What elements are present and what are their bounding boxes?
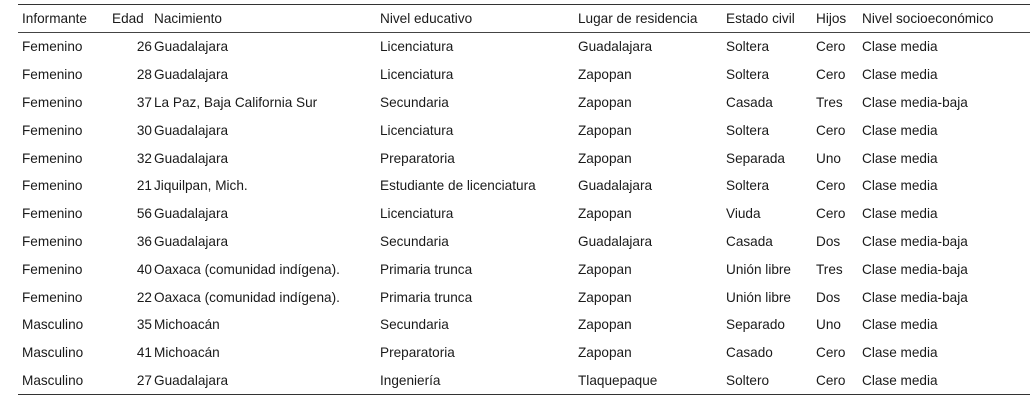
cell-lugar-residencia: Zapopan [578, 289, 632, 305]
cell-informante: Femenino [22, 206, 83, 222]
cell-nivel-socioeconomico: Clase media [862, 150, 938, 166]
table-row [18, 61, 1030, 89]
cell-nacimiento: Guadalajara [154, 150, 229, 166]
cell-edad: 40 [136, 261, 152, 277]
cell-nivel-educativo: Secundaria [380, 94, 449, 110]
header-hijos: Hijos [816, 11, 847, 26]
header-lugar-residencia: Lugar de residencia [578, 11, 698, 26]
cell-lugar-residencia: Zapopan [578, 122, 632, 138]
cell-nivel-socioeconomico: Clase media [862, 122, 938, 138]
table-row [18, 283, 1030, 311]
cell-hijos: Cero [816, 178, 846, 194]
cell-edad: 22 [136, 289, 152, 305]
cell-nivel-educativo: Primaria trunca [380, 261, 473, 277]
cell-edad: 36 [136, 233, 152, 249]
cell-hijos: Uno [816, 317, 841, 333]
cell-informante: Masculino [22, 372, 84, 388]
cell-lugar-residencia: Guadalajara [578, 233, 653, 249]
cell-hijos: Dos [816, 289, 841, 305]
cell-hijos: Cero [816, 206, 846, 222]
header-nivel-educativo: Nivel educativo [380, 11, 473, 26]
cell-estado-civil: Casada [726, 233, 773, 249]
cell-informante: Femenino [22, 150, 83, 166]
cell-hijos: Cero [816, 122, 846, 138]
cell-nacimiento: La Paz, Baja California Sur [154, 94, 318, 110]
table-row [18, 200, 1030, 228]
cell-edad: 37 [136, 94, 152, 110]
cell-informante: Femenino [22, 289, 83, 305]
cell-nivel-socioeconomico: Clase media [862, 317, 938, 333]
cell-edad: 28 [136, 67, 152, 83]
cell-lugar-residencia: Zapopan [578, 94, 632, 110]
cell-estado-civil: Unión libre [726, 261, 791, 277]
cell-nivel-socioeconomico: Clase media [862, 206, 938, 222]
cell-nivel-educativo: Estudiante de licenciatura [380, 178, 536, 194]
cell-nivel-educativo: Licenciatura [380, 122, 454, 138]
cell-informante: Femenino [22, 178, 83, 194]
table-row [18, 89, 1030, 117]
cell-nivel-educativo: Preparatoria [380, 150, 455, 166]
cell-nivel-socioeconomico: Clase media-baja [862, 261, 968, 277]
cell-edad: 56 [136, 206, 152, 222]
cell-nivel-educativo: Licenciatura [380, 67, 454, 83]
cell-estado-civil: Separado [726, 317, 785, 333]
header-nivel-socioeconomico: Nivel socioeconómico [862, 11, 994, 26]
cell-edad: 32 [136, 150, 152, 166]
cell-nacimiento: Oaxaca (comunidad indígena). [154, 289, 340, 305]
cell-nivel-educativo: Ingeniería [380, 372, 441, 388]
cell-nivel-educativo: Licenciatura [380, 39, 454, 55]
cell-nivel-socioeconomico: Clase media [862, 39, 938, 55]
cell-edad: 21 [136, 178, 152, 194]
cell-nacimiento: Guadalajara [154, 39, 229, 55]
cell-hijos: Cero [816, 345, 846, 361]
cell-edad: 26 [136, 39, 152, 55]
cell-nacimiento: Michoacán [154, 345, 220, 361]
table-row [18, 228, 1030, 256]
table-row [18, 255, 1030, 283]
informants-table [18, 4, 1030, 395]
cell-edad: 35 [136, 317, 152, 333]
cell-lugar-residencia: Guadalajara [578, 39, 653, 55]
cell-edad: 41 [136, 345, 152, 361]
cell-informante: Femenino [22, 261, 83, 277]
header-informante: Informante [22, 11, 87, 26]
table-body [18, 33, 1030, 395]
header-edad: Edad [112, 11, 144, 26]
cell-informante: Femenino [22, 67, 83, 83]
cell-nacimiento: Guadalajara [154, 233, 229, 249]
cell-hijos: Tres [816, 94, 843, 110]
table-row [18, 172, 1030, 200]
cell-nivel-educativo: Licenciatura [380, 206, 454, 222]
table-row [18, 33, 1030, 61]
cell-nacimiento: Guadalajara [154, 206, 229, 222]
cell-hijos: Cero [816, 372, 846, 388]
cell-estado-civil: Soltero [726, 372, 770, 388]
cell-nacimiento: Oaxaca (comunidad indígena). [154, 261, 340, 277]
cell-estado-civil: Soltera [726, 178, 770, 194]
cell-lugar-residencia: Zapopan [578, 206, 632, 222]
cell-estado-civil: Unión libre [726, 289, 791, 305]
cell-estado-civil: Soltera [726, 67, 770, 83]
table-row [18, 311, 1030, 339]
cell-nivel-educativo: Secundaria [380, 233, 449, 249]
cell-nacimiento: Guadalajara [154, 372, 229, 388]
cell-nivel-socioeconomico: Clase media [862, 178, 938, 194]
table-header [18, 5, 1030, 33]
cell-lugar-residencia: Zapopan [578, 345, 632, 361]
cell-estado-civil: Soltera [726, 39, 770, 55]
cell-informante: Masculino [22, 345, 84, 361]
header-row [18, 5, 1030, 33]
cell-lugar-residencia: Zapopan [578, 317, 632, 333]
table-row [18, 367, 1030, 395]
cell-nacimiento: Michoacán [154, 317, 220, 333]
cell-nivel-socioeconomico: Clase media [862, 67, 938, 83]
cell-nivel-educativo: Primaria trunca [380, 289, 473, 305]
cell-estado-civil: Casada [726, 94, 773, 110]
cell-nivel-socioeconomico: Clase media-baja [862, 233, 968, 249]
cell-nivel-socioeconomico: Clase media-baja [862, 94, 968, 110]
cell-informante: Masculino [22, 317, 84, 333]
cell-estado-civil: Separada [726, 150, 785, 166]
table-row [18, 339, 1030, 367]
cell-lugar-residencia: Zapopan [578, 67, 632, 83]
cell-edad: 30 [136, 122, 152, 138]
cell-hijos: Uno [816, 150, 841, 166]
cell-nivel-socioeconomico: Clase media [862, 372, 938, 388]
header-nacimiento: Nacimiento [154, 11, 222, 26]
cell-informante: Femenino [22, 39, 83, 55]
cell-nacimiento: Guadalajara [154, 67, 229, 83]
cell-nivel-socioeconomico: Clase media [862, 345, 938, 361]
cell-hijos: Dos [816, 233, 841, 249]
cell-nacimiento: Jiquilpan, Mich. [154, 178, 248, 194]
cell-lugar-residencia: Guadalajara [578, 178, 653, 194]
cell-hijos: Tres [816, 261, 843, 277]
cell-nivel-educativo: Preparatoria [380, 345, 455, 361]
cell-estado-civil: Soltera [726, 122, 770, 138]
cell-lugar-residencia: Zapopan [578, 150, 632, 166]
cell-estado-civil: Casado [726, 345, 773, 361]
cell-informante: Femenino [22, 122, 83, 138]
cell-lugar-residencia: Zapopan [578, 261, 632, 277]
cell-nivel-educativo: Secundaria [380, 317, 449, 333]
cell-edad: 27 [136, 372, 152, 388]
cell-estado-civil: Viuda [726, 206, 761, 222]
cell-nivel-socioeconomico: Clase media-baja [862, 289, 968, 305]
header-estado-civil: Estado civil [726, 11, 795, 26]
table-row [18, 116, 1030, 144]
cell-hijos: Cero [816, 67, 846, 83]
cell-nacimiento: Guadalajara [154, 122, 229, 138]
cell-informante: Femenino [22, 233, 83, 249]
cell-hijos: Cero [816, 39, 846, 55]
cell-lugar-residencia: Tlaquepaque [578, 372, 658, 388]
table-row [18, 144, 1030, 172]
cell-informante: Femenino [22, 94, 83, 110]
